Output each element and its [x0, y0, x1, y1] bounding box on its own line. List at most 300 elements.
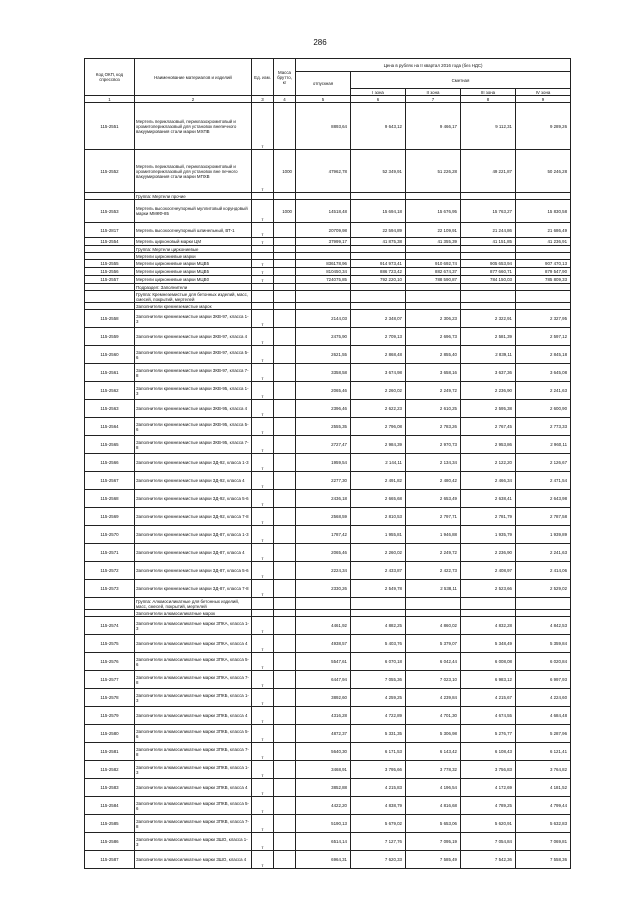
item-zone-1-price: 5 403,76 — [351, 635, 406, 653]
table-row — [85, 580, 571, 598]
item-zone-2-price: 2 480,42 — [406, 472, 461, 490]
item-unit: т — [252, 346, 274, 364]
item-zone-1-price: 914 973,41 — [351, 260, 406, 268]
empty-cell — [252, 246, 274, 253]
table-row — [85, 617, 571, 635]
item-mass — [274, 472, 296, 490]
item-zone-1-price: 5 331,35 — [351, 725, 406, 743]
column-index-cell: 8 — [461, 96, 516, 103]
table-row — [85, 103, 571, 150]
empty-cell — [296, 246, 351, 253]
item-name: Мертели циркониевые марки МЦВ0 — [135, 276, 252, 284]
item-code: 115-2563 — [85, 400, 135, 418]
item-name: Заполнители алюмосиликатные марки ЗПКБ, класса 5-6 — [135, 725, 252, 743]
item-zone-3-price: 2 581,39 — [461, 328, 516, 346]
item-zone-3-price: 2 523,66 — [461, 580, 516, 598]
item-zone-3-price: 5 348,49 — [461, 635, 516, 653]
item-release-price: 6514,14 — [296, 833, 351, 851]
section-title: Заполнители алюмосиликатные марок — [135, 610, 252, 617]
item-code: 115-2583 — [85, 779, 135, 797]
item-zone-3-price: 3 756,83 — [461, 761, 516, 779]
item-code: 115-2579 — [85, 707, 135, 725]
item-unit: т — [252, 268, 274, 276]
item-zone-4-price: 2 529,02 — [516, 580, 571, 598]
item-code: 115-2559 — [85, 328, 135, 346]
item-code: 115-2560 — [85, 346, 135, 364]
item-zone-3-price: 6 108,43 — [461, 743, 516, 761]
item-mass — [274, 562, 296, 580]
price-table — [84, 58, 571, 869]
header-unit: Ед. изм. — [252, 59, 274, 96]
empty-cell — [351, 291, 406, 303]
item-zone-1-price: 4 215,83 — [351, 779, 406, 797]
item-zone-4-price: 4 684,48 — [516, 707, 571, 725]
empty-cell — [274, 291, 296, 303]
section-row — [85, 246, 571, 253]
section-code-cell — [85, 610, 135, 617]
item-zone-2-price: 6 143,42 — [406, 743, 461, 761]
item-mass — [274, 223, 296, 238]
empty-cell — [351, 598, 406, 610]
item-mass — [274, 851, 296, 869]
item-zone-3-price: 15 763,27 — [461, 200, 516, 223]
item-zone-1-price: 7 055,36 — [351, 671, 406, 689]
item-zone-3-price: 5 276,77 — [461, 725, 516, 743]
empty-cell — [274, 598, 296, 610]
section-title: Группа: Алюмосиликатные для бетонных изделий, масс, смесей, покрытий, мертелей — [135, 598, 252, 610]
item-unit: т — [252, 671, 274, 689]
item-zone-3-price: 2 466,34 — [461, 472, 516, 490]
table-row — [85, 508, 571, 526]
item-name: Заполнители кремнеземистые марки ЗД-92, класса 4 — [135, 472, 252, 490]
item-zone-3-price: 6 983,12 — [461, 671, 516, 689]
item-release-price: 20709,98 — [296, 223, 351, 238]
item-mass — [274, 815, 296, 833]
empty-cell — [274, 253, 296, 260]
item-mass — [274, 617, 296, 635]
item-unit: т — [252, 400, 274, 418]
item-zone-4-price: 9 289,26 — [516, 103, 571, 150]
section-code-cell — [85, 284, 135, 291]
item-zone-3-price: 2 781,79 — [461, 508, 516, 526]
section-row — [85, 598, 571, 610]
item-code: 115-2558 — [85, 310, 135, 328]
item-zone-2-price: 3 778,32 — [406, 761, 461, 779]
item-mass — [274, 346, 296, 364]
item-release-price: 5547,61 — [296, 653, 351, 671]
item-code: 115-2576 — [85, 653, 135, 671]
item-name: Заполнители кремнеземистые марки ЗД-87, класса 7-8 — [135, 580, 252, 598]
item-mass — [274, 490, 296, 508]
item-mass — [274, 743, 296, 761]
empty-cell — [406, 253, 461, 260]
item-mass — [274, 436, 296, 454]
item-zone-4-price: 2 643,98 — [516, 490, 571, 508]
item-zone-4-price: 5 359,84 — [516, 635, 571, 653]
item-zone-2-price: 7 095,19 — [406, 833, 461, 851]
item-unit: т — [252, 689, 274, 707]
table-row — [85, 400, 571, 418]
table-row — [85, 472, 571, 490]
item-mass — [274, 400, 296, 418]
item-code: 115-2582 — [85, 761, 135, 779]
column-index-cell: 7 — [406, 96, 461, 103]
item-release-price: 4872,37 — [296, 725, 351, 743]
item-zone-4-price: 4 224,60 — [516, 689, 571, 707]
item-unit: т — [252, 328, 274, 346]
item-code: 115-2574 — [85, 617, 135, 635]
table-row — [85, 268, 571, 276]
empty-cell — [516, 291, 571, 303]
table-header — [85, 59, 571, 103]
empty-cell — [252, 598, 274, 610]
item-mass — [274, 328, 296, 346]
item-zone-2-price: 4 816,68 — [406, 797, 461, 815]
header-name: Наименование материалов и изделий — [135, 59, 252, 96]
item-release-price: 2555,35 — [296, 418, 351, 436]
item-zone-2-price: 51 226,28 — [406, 150, 461, 193]
item-zone-1-price: 2 622,23 — [351, 400, 406, 418]
item-name: Заполнители кремнеземистые марки ЗКВ-97, класса 5-6 — [135, 346, 252, 364]
item-name: Мертель периклазовый, периклазохромитовый и хромитопериклазовый для установок внепечного вакуумирования стали марки МХПВ — [135, 103, 252, 150]
table-row — [85, 562, 571, 580]
table-row — [85, 310, 571, 328]
item-unit: т — [252, 310, 274, 328]
item-zone-3-price: 4 674,55 — [461, 707, 516, 725]
item-code: 115-2578 — [85, 689, 135, 707]
item-zone-4-price: 2 126,67 — [516, 454, 571, 472]
item-unit: т — [252, 508, 274, 526]
empty-cell — [296, 598, 351, 610]
empty-cell — [274, 193, 296, 200]
item-release-price: 724075,85 — [296, 276, 351, 284]
item-zone-2-price: 4 239,84 — [406, 689, 461, 707]
item-unit: т — [252, 707, 274, 725]
item-zone-2-price: 41 355,39 — [406, 238, 461, 246]
item-zone-3-price: 49 221,87 — [461, 150, 516, 193]
item-zone-2-price: 22 109,91 — [406, 223, 461, 238]
item-mass — [274, 276, 296, 284]
item-zone-3-price: 9 112,31 — [461, 103, 516, 150]
item-zone-2-price: 4 196,54 — [406, 779, 461, 797]
item-name: Заполнители кремнеземистые марки ЗД-92, класса 7-8 — [135, 508, 252, 526]
item-zone-4-price: 2 773,33 — [516, 418, 571, 436]
item-zone-2-price: 788 590,87 — [406, 276, 461, 284]
item-zone-4-price: 785 809,33 — [516, 276, 571, 284]
item-mass — [274, 508, 296, 526]
item-name: Заполнители кремнеземистые марки ЗКВ-95, класса 5-6 — [135, 418, 252, 436]
empty-cell — [406, 598, 461, 610]
item-zone-1-price: 2 665,68 — [351, 490, 406, 508]
item-zone-4-price: 7 069,81 — [516, 833, 571, 851]
empty-cell — [351, 284, 406, 291]
empty-cell — [252, 284, 274, 291]
item-mass — [274, 689, 296, 707]
item-release-price: 2065,46 — [296, 544, 351, 562]
item-name: Заполнители кремнеземистые марки ЗКВ-97, класса 4 — [135, 328, 252, 346]
empty-cell — [461, 246, 516, 253]
item-zone-1-price: 2 709,13 — [351, 328, 406, 346]
item-zone-4-price: 2 845,18 — [516, 346, 571, 364]
section-row — [85, 610, 571, 617]
item-zone-1-price: 2 796,08 — [351, 418, 406, 436]
table-row — [85, 797, 571, 815]
empty-cell — [351, 193, 406, 200]
item-unit: т — [252, 562, 274, 580]
item-zone-3-price: 21 244,86 — [461, 223, 516, 238]
item-name: Заполнители кремнеземистые марки ЗД-87, класса 4 — [135, 544, 252, 562]
item-zone-1-price: 792 220,10 — [351, 276, 406, 284]
item-release-price: 4316,28 — [296, 707, 351, 725]
item-code: 115-2580 — [85, 725, 135, 743]
item-unit: т — [252, 382, 274, 400]
table-row — [85, 200, 571, 223]
item-release-price: 836178,96 — [296, 260, 351, 268]
item-mass — [274, 268, 296, 276]
section-row — [85, 193, 571, 200]
item-zone-3-price: 7 054,84 — [461, 833, 516, 851]
item-unit: т — [252, 580, 274, 598]
empty-cell — [274, 284, 296, 291]
item-release-price: 47962,78 — [296, 150, 351, 193]
item-unit: т — [252, 472, 274, 490]
item-unit: т — [252, 260, 274, 268]
item-release-price: 810450,34 — [296, 268, 351, 276]
item-zone-4-price: 4 799,44 — [516, 797, 571, 815]
item-mass: 1000 — [274, 200, 296, 223]
item-release-price: 3358,58 — [296, 364, 351, 382]
empty-cell — [296, 284, 351, 291]
item-zone-4-price: 15 830,58 — [516, 200, 571, 223]
item-mass — [274, 653, 296, 671]
item-zone-4-price: 2 241,63 — [516, 382, 571, 400]
empty-cell — [406, 284, 461, 291]
table-row — [85, 454, 571, 472]
item-zone-2-price: 2 855,40 — [406, 346, 461, 364]
item-zone-3-price: 5 620,91 — [461, 815, 516, 833]
table-row — [85, 725, 571, 743]
table-row — [85, 150, 571, 193]
item-zone-4-price: 41 236,91 — [516, 238, 571, 246]
item-zone-4-price: 3 764,82 — [516, 761, 571, 779]
item-zone-3-price: 2 122,20 — [461, 454, 516, 472]
item-name: Заполнители кремнеземистые марки ЗКВ-95, класса 1-3 — [135, 382, 252, 400]
item-mass — [274, 779, 296, 797]
item-release-price: 6964,31 — [296, 851, 351, 869]
table-row — [85, 689, 571, 707]
item-zone-1-price: 4 882,25 — [351, 617, 406, 635]
item-zone-4-price: 6 121,41 — [516, 743, 571, 761]
item-zone-2-price: 2 134,34 — [406, 454, 461, 472]
item-zone-3-price: 4 172,69 — [461, 779, 516, 797]
item-release-price: 3468,91 — [296, 761, 351, 779]
header-code: Код ОКП, код спрессвоз — [85, 59, 135, 96]
item-unit: т — [252, 851, 274, 869]
empty-cell — [461, 598, 516, 610]
item-name: Заполнители кремнеземистые марки ЗД-87, класса 5-6 — [135, 562, 252, 580]
item-name: Заполнители алюмосиликатные марки ЗПКБ, класса 4 — [135, 707, 252, 725]
item-release-price: 1959,54 — [296, 454, 351, 472]
header-zone-1: I зона — [351, 89, 406, 96]
item-zone-4-price: 1 939,89 — [516, 526, 571, 544]
item-code: 115-2551 — [85, 103, 135, 150]
section-code-cell — [85, 303, 135, 310]
item-zone-2-price: 910 692,74 — [406, 260, 461, 268]
item-release-price: 2277,30 — [296, 472, 351, 490]
item-zone-4-price: 907 470,13 — [516, 260, 571, 268]
empty-cell — [351, 246, 406, 253]
item-zone-3-price: 877 660,71 — [461, 268, 516, 276]
empty-cell — [461, 253, 516, 260]
item-zone-2-price: 2 422,73 — [406, 562, 461, 580]
item-unit: т — [252, 103, 274, 150]
section-row — [85, 284, 571, 291]
item-release-price: 2436,18 — [296, 490, 351, 508]
item-unit: т — [252, 761, 274, 779]
item-code: 115-2564 — [85, 418, 135, 436]
item-zone-4-price: 2 597,12 — [516, 328, 571, 346]
item-release-price: 8893,64 — [296, 103, 351, 150]
item-mass — [274, 260, 296, 268]
column-index-cell: 3 — [252, 96, 274, 103]
item-zone-2-price: 2 538,11 — [406, 580, 461, 598]
item-zone-3-price: 2 408,97 — [461, 562, 516, 580]
item-mass — [274, 454, 296, 472]
empty-cell — [351, 610, 406, 617]
item-zone-3-price: 2 638,41 — [461, 490, 516, 508]
item-zone-2-price: 1 946,88 — [406, 526, 461, 544]
item-zone-4-price: 2 241,63 — [516, 544, 571, 562]
item-mass — [274, 797, 296, 815]
item-release-price: 2065,46 — [296, 382, 351, 400]
item-name: Заполнители кремнеземистые марки ЗД-92, класса 5-6 — [135, 490, 252, 508]
empty-cell — [296, 253, 351, 260]
item-mass — [274, 364, 296, 382]
item-zone-4-price: 3 645,08 — [516, 364, 571, 382]
table-row — [85, 238, 571, 246]
section-code-cell — [85, 291, 135, 303]
section-row — [85, 291, 571, 303]
item-code: 115-2556 — [85, 268, 135, 276]
page-number: 286 — [313, 38, 327, 47]
item-zone-2-price: 4 701,30 — [406, 707, 461, 725]
item-zone-2-price: 5 379,07 — [406, 635, 461, 653]
item-zone-2-price: 6 042,44 — [406, 653, 461, 671]
item-zone-4-price: 2 787,58 — [516, 508, 571, 526]
section-title: Подраздел: Заполнители — [135, 284, 252, 291]
item-zone-1-price: 4 722,89 — [351, 707, 406, 725]
item-name: Заполнители кремнеземистые марки ЗД-92, класса 1-3 — [135, 454, 252, 472]
header-zone-2: II зона — [406, 89, 461, 96]
item-name: Заполнители кремнеземистые марки ЗКВ-97, класса 1-3 — [135, 310, 252, 328]
item-zone-4-price: 2 471,54 — [516, 472, 571, 490]
item-mass — [274, 725, 296, 743]
item-code: 115-2566 — [85, 454, 135, 472]
section-title: Группа: Мертели прочие — [135, 193, 252, 200]
item-code: 115-2585 — [85, 815, 135, 833]
item-release-price: 5190,13 — [296, 815, 351, 833]
empty-cell — [406, 246, 461, 253]
table-row — [85, 815, 571, 833]
empty-cell — [274, 303, 296, 310]
item-zone-1-price: 2 348,07 — [351, 310, 406, 328]
table-row — [85, 346, 571, 364]
item-release-price: 14518,48 — [296, 200, 351, 223]
item-zone-2-price: 7 585,49 — [406, 851, 461, 869]
item-mass — [274, 544, 296, 562]
item-zone-3-price: 2 236,90 — [461, 544, 516, 562]
item-zone-1-price: 7 620,33 — [351, 851, 406, 869]
section-code-cell — [85, 598, 135, 610]
item-name: Заполнители алюмосиликатные марки ЗПКВ, класса 4 — [135, 779, 252, 797]
item-zone-2-price: 2 653,49 — [406, 490, 461, 508]
empty-cell — [516, 303, 571, 310]
item-zone-1-price: 15 694,18 — [351, 200, 406, 223]
item-unit: т — [252, 223, 274, 238]
column-index-cell: 1 — [85, 96, 135, 103]
empty-cell — [252, 193, 274, 200]
item-code: 115-2586 — [85, 833, 135, 851]
empty-cell — [351, 303, 406, 310]
table-row — [85, 653, 571, 671]
item-zone-1-price: 2 260,02 — [351, 544, 406, 562]
item-release-price: 6447,94 — [296, 671, 351, 689]
item-name: Заполнители алюмосиликатные марки ЗШО, класса 1-3 — [135, 833, 252, 851]
item-mass — [274, 382, 296, 400]
item-zone-3-price: 2 595,38 — [461, 400, 516, 418]
item-zone-1-price: 3 674,98 — [351, 364, 406, 382]
item-zone-3-price: 41 151,85 — [461, 238, 516, 246]
item-zone-1-price: 2 433,87 — [351, 562, 406, 580]
item-zone-2-price: 2 249,72 — [406, 544, 461, 562]
item-unit: т — [252, 276, 274, 284]
empty-cell — [406, 303, 461, 310]
item-unit: т — [252, 364, 274, 382]
empty-cell — [461, 303, 516, 310]
item-name: Мертели циркониевые марки МЦВ5 — [135, 260, 252, 268]
item-name: Заполнители алюмосиликатные марки ЗПКБ, класса 7-8 — [135, 743, 252, 761]
section-row — [85, 253, 571, 260]
table-row — [85, 223, 571, 238]
item-mass — [274, 580, 296, 598]
table-row — [85, 707, 571, 725]
item-release-price: 4422,20 — [296, 797, 351, 815]
item-unit: т — [252, 454, 274, 472]
item-name: Заполнители алюмосиликатные марки ЗПКВ, класса 7-8 — [135, 815, 252, 833]
empty-cell — [406, 610, 461, 617]
item-zone-4-price: 5 287,96 — [516, 725, 571, 743]
item-release-price: 2621,55 — [296, 346, 351, 364]
item-mass — [274, 238, 296, 246]
empty-cell — [274, 246, 296, 253]
column-index-cell: 2 — [135, 96, 252, 103]
empty-cell — [516, 610, 571, 617]
empty-cell — [461, 193, 516, 200]
header-mass: Масса брутто, кг — [274, 59, 296, 96]
item-zone-4-price: 4 842,53 — [516, 617, 571, 635]
item-zone-2-price: 5 306,98 — [406, 725, 461, 743]
item-unit: т — [252, 779, 274, 797]
item-code: 115-2555 — [85, 260, 135, 268]
item-zone-3-price: 2 839,11 — [461, 346, 516, 364]
item-zone-2-price: 2 783,26 — [406, 418, 461, 436]
item-unit: т — [252, 490, 274, 508]
item-zone-1-price: 4 259,25 — [351, 689, 406, 707]
item-zone-2-price: 2 306,23 — [406, 310, 461, 328]
item-zone-1-price: 52 349,91 — [351, 150, 406, 193]
item-zone-1-price: 4 838,79 — [351, 797, 406, 815]
item-zone-4-price: 50 246,28 — [516, 150, 571, 193]
